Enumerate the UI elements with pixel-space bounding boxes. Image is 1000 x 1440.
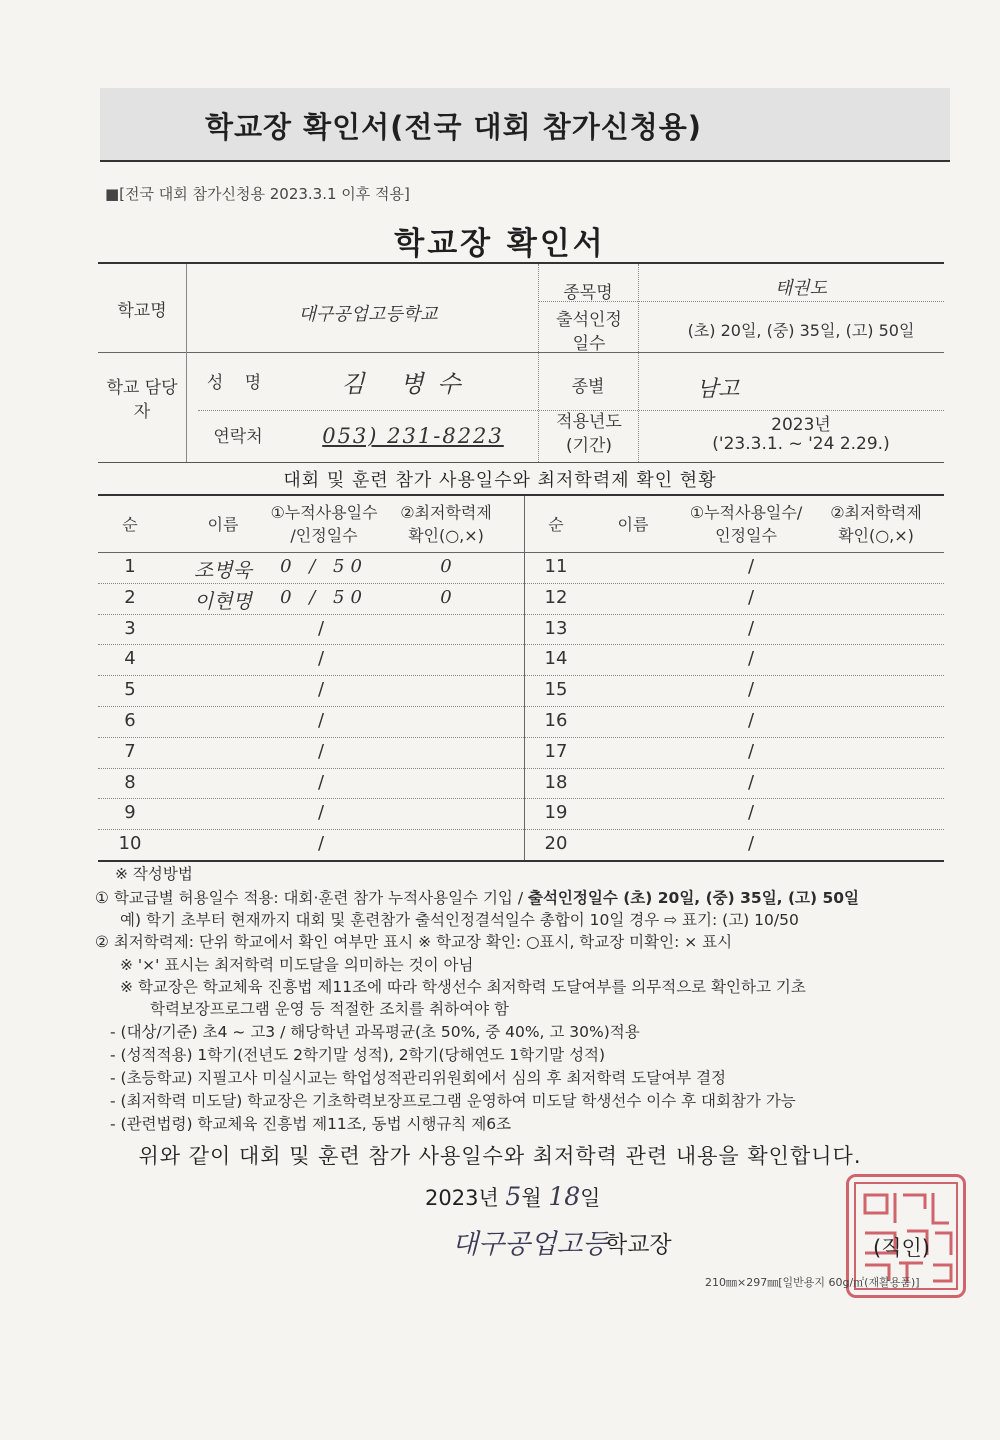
usage-slash: /	[318, 833, 325, 855]
principal-label: 학교장	[605, 1232, 672, 1258]
usage-slash-right: /	[748, 710, 755, 731]
row-number-right: 19	[544, 802, 568, 824]
year-label: 적용년도 (기간)	[556, 412, 622, 456]
row-divider	[98, 737, 944, 738]
note-11: - (관련법령) 학교체육 진흥법 제11조, 동법 시행규칙 제6조	[110, 1115, 512, 1133]
student-name: 이현명	[194, 588, 252, 613]
year-value: 2023년	[771, 415, 831, 435]
usage-slash-right: /	[748, 679, 755, 701]
usage-slash: /	[318, 740, 325, 762]
row-number: 5	[124, 679, 136, 701]
row-number: 4	[124, 648, 136, 670]
event-value: 태권도	[774, 278, 828, 299]
note-6: 학력보장프로그램 운영 등 적절한 조치를 취하여야 함	[150, 1000, 509, 1018]
name-value: 김 병수	[341, 370, 475, 398]
note-8: - (성적적용) 1학기(전년도 2학기말 성적), 2학기(당해연도 1학기말 성적)	[110, 1046, 606, 1064]
header-check-right-2: 확인(○,×)	[838, 526, 914, 545]
usage-slash: /	[318, 771, 325, 793]
applies-note: ■[전국 대회 참가신청용 2023.3.1 이후 적용]	[105, 185, 410, 203]
usage-slash-right: /	[748, 556, 755, 577]
participation-table	[98, 494, 944, 862]
usage-days: 0 / 50	[280, 556, 368, 577]
usage-slash: /	[318, 710, 325, 731]
name-label: 성 명	[206, 373, 270, 393]
usage-slash: /	[318, 617, 325, 639]
row-number: 6	[124, 710, 136, 731]
date-day-unit: 일	[580, 1186, 601, 1210]
note-1-text: ① 학교급별 허용일수 적용: 대회·훈련 참가 누적사용일수 기입 /	[95, 889, 524, 907]
usage-slash-right: /	[748, 648, 755, 670]
gender-value: 남고	[696, 377, 740, 402]
attendance-value: (초) 20일, (중) 35일, (고) 50일	[687, 321, 915, 340]
header-name-right: 이름	[617, 515, 649, 534]
usage-days: 0 / 50	[280, 586, 368, 608]
date-line	[425, 1182, 600, 1212]
student-name: 조병욱	[194, 558, 252, 582]
usage-slash-right: /	[748, 617, 755, 639]
usage-slash: /	[318, 648, 325, 670]
event-label: 종목명	[563, 283, 613, 303]
notes-heading: ※ 작성방법	[115, 865, 193, 883]
header-usage-left-1: ①누적사용일수	[270, 503, 378, 522]
row-divider	[98, 706, 944, 707]
confirm-statement: 위와 같이 대회 및 훈련 참가 사용일수와 최저학력 관련 내용을 확인합니다.	[138, 1144, 862, 1168]
row-divider	[98, 829, 944, 830]
contact-label: 학교 담당자	[106, 378, 178, 422]
note-3: ② 최저학력제: 단위 학교에서 확인 여부만 표시 ※ 학교장 확인: ○표시, 학교장 미확인: × 표시	[95, 933, 733, 951]
row-divider	[98, 583, 944, 584]
usage-slash-right: /	[748, 833, 755, 855]
row-number: 7	[124, 740, 136, 762]
usage-slash-right: /	[748, 802, 755, 824]
gender-label: 종별	[571, 377, 605, 397]
row-number-right: 16	[544, 710, 568, 731]
document-title: 학교장 확인서	[394, 226, 606, 262]
row-number: 2	[124, 586, 136, 608]
school-value: 대구공업고등학교	[298, 304, 438, 325]
school-label: 학교명	[117, 301, 167, 321]
row-divider	[98, 644, 944, 645]
row-number-right: 11	[544, 556, 568, 577]
row-number-right: 15	[544, 679, 568, 701]
banner-title: 학교장 확인서(전국 대회 참가신청용)	[205, 110, 703, 144]
row-number: 9	[124, 802, 136, 824]
row-number: 8	[124, 771, 136, 793]
seal-label: (직인)	[873, 1236, 930, 1260]
header-check-left-1: ②최저학력제	[400, 503, 492, 522]
row-divider	[98, 798, 944, 799]
row-number: 1	[124, 556, 136, 577]
row-number-right: 18	[544, 771, 568, 793]
note-1	[95, 886, 859, 908]
note-1-bold: 출석인정일수 (초) 20일, (중) 35일, (고) 50일	[527, 889, 860, 907]
header-usage-right-2: 인정일수	[715, 526, 777, 545]
row-divider	[98, 614, 944, 615]
header-usage-right-1: ①누적사용일수/	[689, 503, 803, 522]
usage-slash: /	[318, 802, 325, 824]
row-number-right: 14	[544, 648, 568, 670]
usage-slash-right: /	[748, 771, 755, 793]
note-10: - (최저학력 미도달) 학교장은 기초학력보장프로그램 운영하여 미도달 학생선수 이수 후 대회참가 가능	[110, 1092, 796, 1110]
usage-slash-right: /	[748, 586, 755, 608]
note-7: - (대상/기준) 초4 ~ 고3 / 해당학년 과목평균(초 50%, 중 40%, 고 30%)적용	[110, 1023, 640, 1041]
date-year: 2023년	[425, 1186, 499, 1210]
note-4: ※ '×' 표시는 최저학력 미도달을 의미하는 것이 아님	[120, 956, 474, 974]
note-9: - (초등학교) 지필고사 미실시교는 학업성적관리위원회에서 심의 후 최저학력 도달여부 결정	[110, 1069, 727, 1087]
header-no-left: 순	[122, 515, 138, 534]
header-usage-left-2: /인정일수	[290, 526, 358, 545]
row-number-right: 12	[544, 586, 568, 608]
row-divider	[98, 768, 944, 769]
check-mark: 0	[440, 556, 452, 577]
check-mark: 0	[440, 586, 452, 608]
note-5: ※ 학교장은 학교체육 진흥법 제11조에 따라 학생선수 최저학력 도달여부를 의무적으로 확인하고 기초	[120, 978, 806, 996]
date-month-unit: 월	[521, 1186, 542, 1210]
section-title: 대회 및 훈련 참가 사용일수와 최저학력제 확인 현황	[283, 470, 717, 491]
paper-spec: 210㎜×297㎜[일반용지 60g/㎡(재활용품)]	[705, 1276, 920, 1289]
row-number-right: 13	[544, 617, 568, 639]
usage-slash: /	[318, 679, 325, 701]
header-no-right: 순	[548, 515, 564, 534]
phone-label: 연락처	[213, 427, 263, 447]
row-divider	[98, 675, 944, 676]
note-2: 예) 학기 초부터 현재까지 대회 및 훈련참가 출석인정결석일수 총합이 10일 경우 ⇨ 표기: (고) 10/50	[120, 911, 799, 929]
date-day: 18	[548, 1182, 581, 1211]
phone-value: 053) 231-8223	[322, 424, 504, 448]
attendance-label: 출석인정 일수	[556, 310, 622, 354]
row-number-right: 17	[544, 740, 568, 762]
info-table	[98, 262, 944, 463]
row-number: 10	[118, 833, 142, 855]
row-number-right: 20	[544, 833, 568, 855]
header-check-left-2: 확인(○,×)	[408, 526, 484, 545]
header-check-right-1: ②최저학력제	[830, 503, 922, 522]
row-number: 3	[124, 617, 136, 639]
header-name-left: 이름	[207, 515, 239, 534]
usage-slash-right: /	[748, 740, 755, 762]
date-month: 5	[505, 1182, 522, 1211]
signer-handwritten: 대구공업고등	[452, 1229, 609, 1260]
period-value: ('23.3.1. ~ '24 2.29.)	[712, 434, 890, 454]
